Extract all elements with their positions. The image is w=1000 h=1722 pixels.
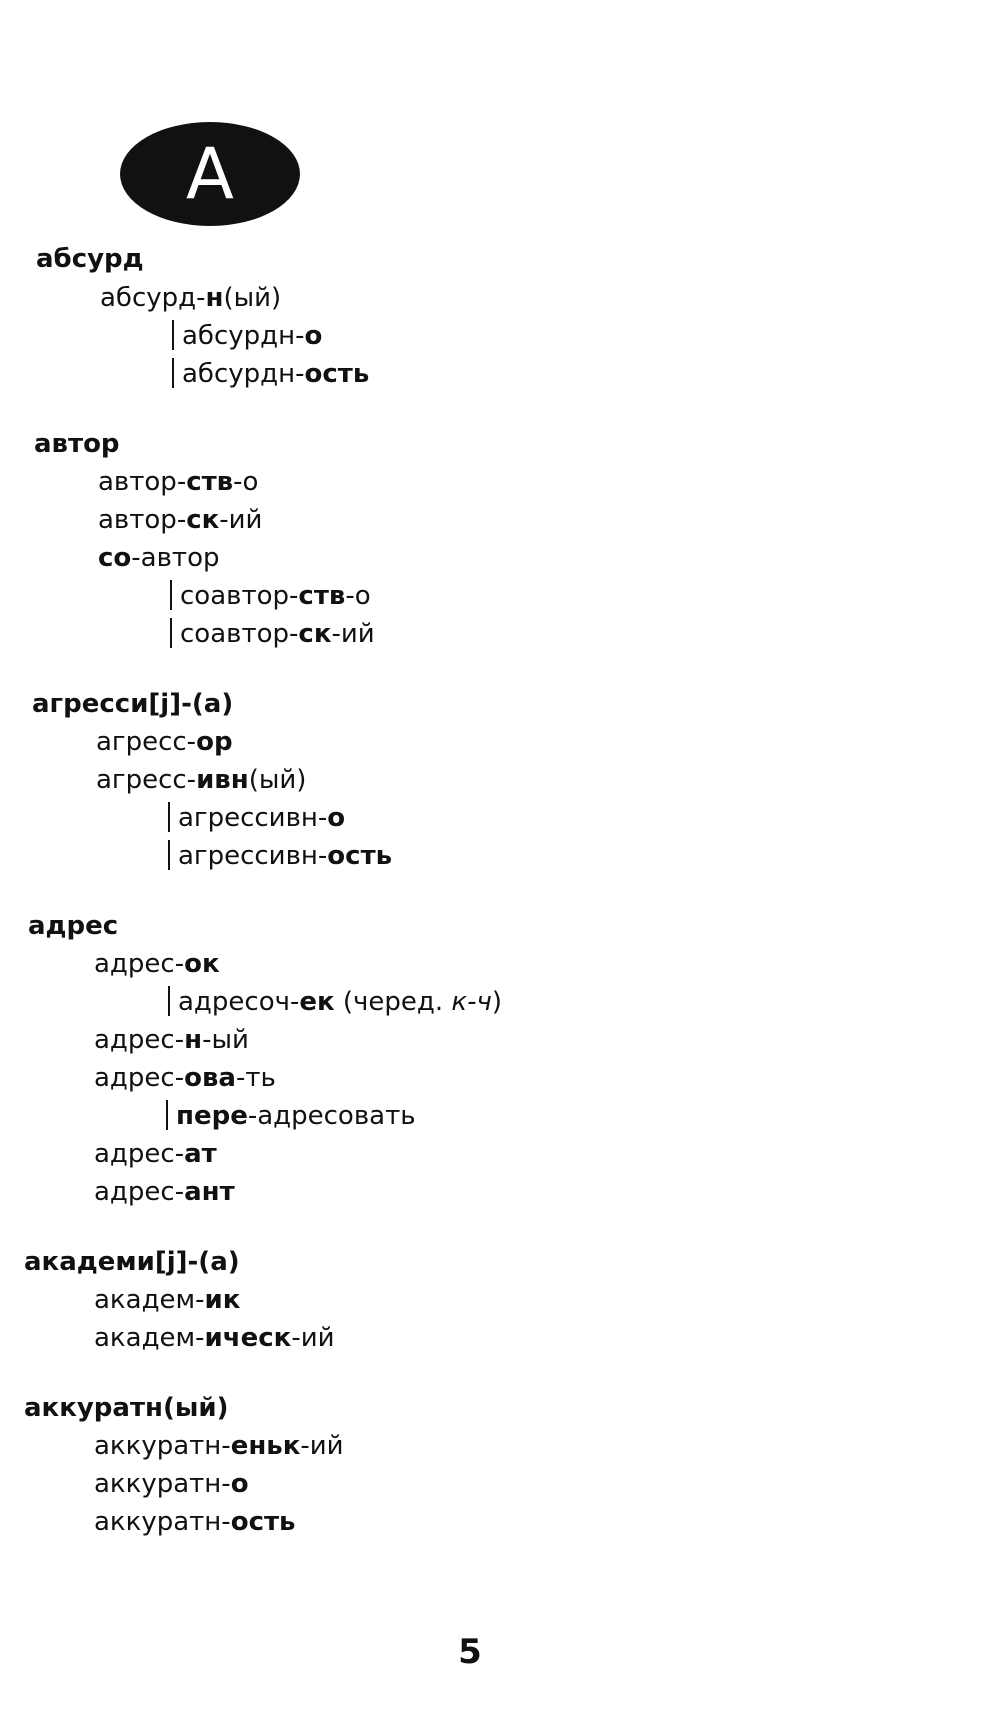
morpheme: адрес-: [94, 1177, 185, 1207]
entry-headword: [32, 687, 233, 721]
morpheme-bold: ость: [230, 1507, 296, 1537]
derived-sub-word: [172, 319, 322, 353]
derivation-bar: [170, 618, 172, 648]
derived-sub-word: [168, 985, 502, 1019]
derived-word: [94, 1023, 249, 1057]
morpheme: -адресовать: [247, 1101, 416, 1131]
derived-word: [98, 465, 258, 499]
morpheme-bold: ант: [184, 1177, 235, 1207]
morpheme: -ть: [235, 1063, 276, 1093]
morpheme: адрес-: [94, 1139, 185, 1169]
morpheme: автор-: [98, 505, 187, 535]
morpheme: ): [491, 987, 503, 1017]
derived-word: [94, 1321, 335, 1355]
morpheme: -о: [345, 581, 371, 611]
morpheme: -ий: [300, 1431, 344, 1461]
morpheme-bold: ость: [304, 359, 370, 389]
morpheme: (ый): [248, 765, 307, 795]
morpheme: -о: [233, 467, 259, 497]
derivation-bar: [170, 580, 172, 610]
morpheme: соавтор-: [180, 581, 299, 611]
derived-word: [94, 1061, 276, 1095]
morpheme-bold: академи[j]-(а): [24, 1247, 240, 1277]
page-number: 5: [458, 1632, 482, 1672]
morpheme: агресс-: [96, 727, 197, 757]
morpheme: адрес-: [94, 1063, 185, 1093]
morpheme-bold: абсурд: [36, 244, 144, 274]
derived-word: [94, 1283, 240, 1317]
morpheme: автор-: [98, 467, 187, 497]
derived-word: [94, 1505, 296, 1539]
derived-sub-word: [168, 801, 345, 835]
derived-word: [96, 763, 306, 797]
derived-sub-word: [170, 617, 375, 651]
derived-word: [100, 281, 281, 315]
morpheme: -ий: [331, 619, 375, 649]
morpheme-bold: ск: [186, 505, 220, 535]
morpheme: агресс-: [96, 765, 197, 795]
morpheme-bold: агресси[j]-(а): [32, 689, 234, 719]
morpheme: агрессивн-: [178, 841, 328, 871]
morpheme-bold: н: [184, 1025, 203, 1055]
morpheme-bold: ств: [186, 467, 234, 497]
derived-word: [94, 1137, 217, 1171]
morpheme-bold: н: [205, 283, 224, 313]
morpheme: аккуратн-: [94, 1431, 231, 1461]
entry-headword: [36, 242, 144, 276]
derivation-bar: [168, 840, 170, 870]
derivation-bar: [172, 320, 174, 350]
morpheme-bold: ок: [184, 949, 220, 979]
derived-word: [98, 503, 262, 537]
morpheme-bold: ическ: [204, 1323, 292, 1353]
morpheme-bold: ивн: [196, 765, 249, 795]
morpheme: абсурд-: [100, 283, 206, 313]
morpheme: адресоч-: [178, 987, 300, 1017]
morpheme-bold: ск: [298, 619, 332, 649]
derived-word: [98, 541, 219, 575]
morpheme-italic: к-ч: [451, 987, 492, 1017]
morpheme: (черед.: [334, 987, 452, 1017]
morpheme: (ый): [223, 283, 282, 313]
section-letter: А: [186, 133, 234, 215]
entry-headword: [28, 909, 118, 943]
derivation-bar: [166, 1100, 168, 1130]
morpheme: -ий: [291, 1323, 335, 1353]
morpheme-bold: автор: [34, 429, 120, 459]
entry-headword: [24, 1391, 228, 1425]
morpheme: аккуратн-: [94, 1507, 231, 1537]
derived-word: [94, 947, 220, 981]
morpheme-bold: ик: [204, 1285, 241, 1315]
derivation-bar: [168, 986, 170, 1016]
morpheme-bold: о: [327, 803, 346, 833]
morpheme-bold: ат: [184, 1139, 217, 1169]
derived-word: [94, 1175, 235, 1209]
derived-sub-word: [168, 839, 392, 873]
derivation-bar: [168, 802, 170, 832]
derived-word: [94, 1429, 344, 1463]
morpheme-bold: о: [304, 321, 323, 351]
morpheme-bold: аккуратн(ый): [24, 1393, 229, 1423]
morpheme-bold: ек: [299, 987, 335, 1017]
morpheme-bold: адрес: [28, 911, 119, 941]
morpheme-bold: со: [98, 543, 132, 573]
derived-sub-word: [172, 357, 369, 391]
entry-headword: [24, 1245, 240, 1279]
morpheme-bold: ор: [196, 727, 233, 757]
morpheme: абсурдн-: [182, 321, 305, 351]
morpheme: адрес-: [94, 949, 185, 979]
entry-headword: [34, 427, 120, 461]
derivation-bar: [172, 358, 174, 388]
morpheme-bold: пере: [176, 1101, 248, 1131]
morpheme: -ый: [202, 1025, 249, 1055]
morpheme-bold: ств: [298, 581, 346, 611]
morpheme: агрессивн-: [178, 803, 328, 833]
morpheme: аккуратн-: [94, 1469, 231, 1499]
morpheme-bold: ость: [327, 841, 393, 871]
derived-word: [94, 1467, 249, 1501]
derived-word: [96, 725, 233, 759]
morpheme: -автор: [131, 543, 220, 573]
morpheme: адрес-: [94, 1025, 185, 1055]
morpheme: соавтор-: [180, 619, 299, 649]
morpheme-bold: о: [230, 1469, 249, 1499]
morpheme: академ-: [94, 1323, 205, 1353]
morpheme: абсурдн-: [182, 359, 305, 389]
morpheme: академ-: [94, 1285, 205, 1315]
morpheme: -ий: [219, 505, 263, 535]
morpheme-bold: еньк: [230, 1431, 301, 1461]
derived-sub-word: [170, 579, 371, 613]
morpheme-bold: ова: [184, 1063, 236, 1093]
derived-sub-word: [166, 1099, 416, 1133]
